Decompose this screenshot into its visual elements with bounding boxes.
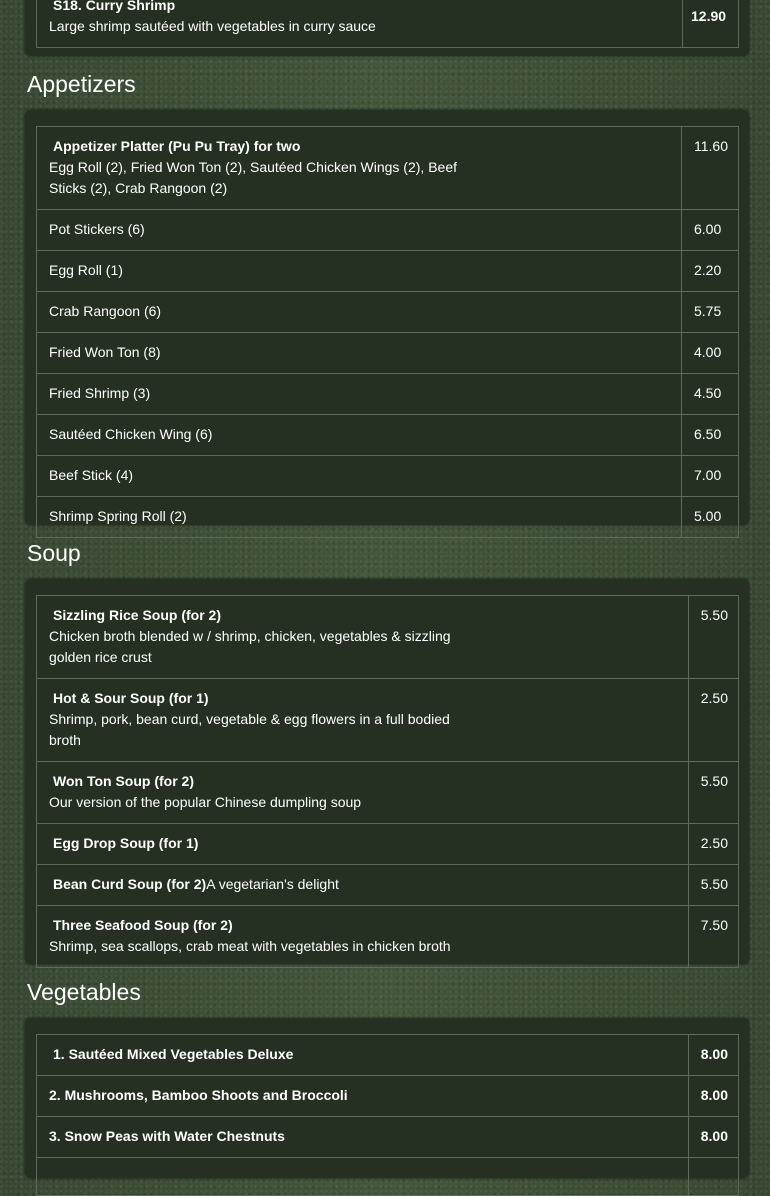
table-row	[37, 679, 739, 762]
table-row	[37, 210, 739, 251]
item-name: 2. Mushrooms, Bamboo Shoots and Broccoli	[37, 1076, 689, 1117]
table-row	[37, 456, 739, 497]
item-name: Egg Drop Soup (for 1)	[53, 835, 199, 851]
table-row	[37, 596, 739, 679]
item-name: Pot Stickers (6)	[37, 210, 682, 251]
table-row	[37, 127, 739, 210]
table-row	[37, 415, 739, 456]
item-name: Appetizer Platter (Pu Pu Tray) for two	[53, 138, 301, 154]
item-price: 8.00	[688, 1117, 738, 1158]
section-title-vegetables: Vegetables	[27, 979, 141, 1005]
table-row	[37, 333, 739, 374]
item-name: 3. Snow Peas with Water Chestnuts	[37, 1117, 689, 1158]
item-name: Fried Shrimp (3)	[37, 374, 682, 415]
item-description: Chicken broth blended w / shrimp, chicken, vegetables & sizzling golden rice crust	[49, 628, 451, 665]
item-price: 7.50	[688, 906, 738, 968]
table-row	[37, 865, 739, 906]
item-name: Egg Roll (1)	[37, 251, 682, 292]
soup-table	[36, 595, 739, 968]
item-price: 7.00	[682, 456, 739, 497]
vegetables-table	[36, 1034, 739, 1196]
item-description: A vegetarian's delight	[206, 876, 339, 892]
item-price: 5.50	[688, 865, 738, 906]
item-price: 6.50	[682, 415, 739, 456]
item-description: Large shrimp sautéed with vegetables in curry sauce	[49, 18, 376, 34]
table-row	[37, 251, 739, 292]
item-price: 2.50	[688, 824, 738, 865]
item-price: 4.00	[682, 333, 739, 374]
item-price: 5.50	[688, 762, 738, 824]
item-name: Bean Curd Soup (for 2)	[53, 876, 207, 892]
vegetables-panel	[25, 1018, 749, 1178]
item-price: 5.00	[682, 497, 739, 538]
table-row	[37, 1117, 739, 1158]
table-row	[37, 1076, 739, 1117]
section-title-soup: Soup	[27, 540, 81, 566]
item-description: Egg Roll (2), Fried Won Ton (2), Sautéed Chicken Wings (2), Beef Sticks (2), Crab Rangoon (2)	[49, 159, 457, 196]
table-row	[37, 292, 739, 333]
item-name: Beef Stick (4)	[37, 456, 682, 497]
table-row	[37, 762, 739, 824]
table-row	[37, 1035, 739, 1076]
item-name: Hot & Sour Soup (for 1)	[53, 690, 209, 706]
item-price: 8.00	[688, 1035, 738, 1076]
item-name: Sizzling Rice Soup (for 2)	[53, 607, 222, 623]
item-description: Shrimp, pork, bean curd, vegetable & egg flowers in a full bodied broth	[49, 711, 450, 748]
item-price: 2.20	[682, 251, 739, 292]
item-description: Shrimp, sea scallops, crab meat with vegetables in chicken broth	[49, 938, 451, 954]
table-row	[37, 0, 739, 48]
item-price: 6.00	[682, 210, 739, 251]
item-name: S18. Curry Shrimp	[53, 0, 176, 13]
table-row	[37, 497, 739, 538]
item-name: Crab Rangoon (6)	[37, 292, 682, 333]
item-name: Shrimp Spring Roll (2)	[37, 497, 682, 538]
item-price: 5.50	[688, 596, 738, 679]
item-price: 11.60	[682, 127, 739, 210]
item-price: 12.90	[683, 0, 739, 48]
appetizers-panel	[25, 110, 749, 525]
item-price: 2.50	[688, 679, 738, 762]
table-row	[37, 1158, 739, 1196]
seafood-table	[36, 0, 739, 48]
soup-panel	[25, 579, 749, 964]
table-row	[37, 374, 739, 415]
appetizers-table	[36, 126, 739, 538]
table-row	[37, 824, 739, 865]
item-name: Sautéed Chicken Wing (6)	[37, 415, 682, 456]
item-price: 8.00	[688, 1076, 738, 1117]
seafood-panel	[25, 0, 749, 56]
item-description: Our version of the popular Chinese dumpling soup	[49, 794, 362, 810]
item-name: Fried Won Ton (8)	[37, 333, 682, 374]
item-name: Three Seafood Soup (for 2)	[53, 917, 233, 933]
item-price: 4.50	[682, 374, 739, 415]
item-name: 1. Sautéed Mixed Vegetables Deluxe	[53, 1046, 294, 1062]
section-title-appetizers: Appetizers	[27, 71, 136, 97]
item-name: Won Ton Soup (for 2)	[53, 773, 195, 789]
table-row	[37, 906, 739, 968]
item-price: 5.75	[682, 292, 739, 333]
